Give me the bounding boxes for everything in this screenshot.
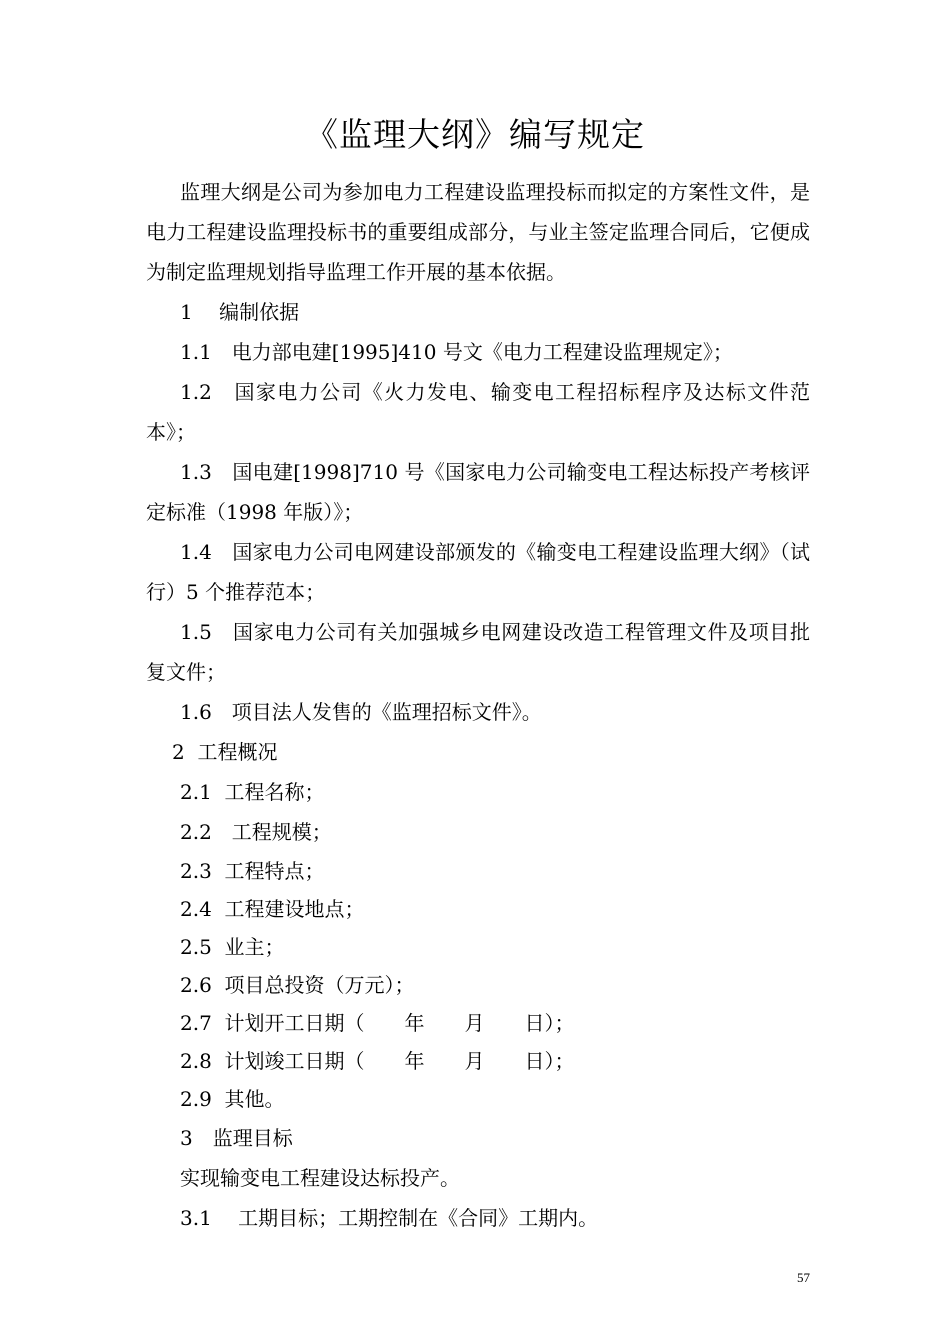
item-2-3: 2.3 工程特点； — [180, 859, 325, 883]
item-2-4: 2.4 工程建设地点； — [180, 897, 365, 921]
item-2-2: 2.2 工程规模； — [180, 820, 332, 844]
item-1-5: 1.5 国家电力公司有关加强城乡电网建设改造工程管理文件及项目批复文件； — [146, 620, 810, 684]
section-1-heading: 1 编制依据 — [180, 300, 300, 324]
page-number: 57 — [797, 1270, 810, 1285]
document-title: 《监理大纲》编写规定 — [305, 115, 645, 154]
item-2-1: 2.1 工程名称； — [180, 780, 325, 804]
section-2-heading: 2 工程概况 — [172, 740, 278, 764]
item-1-3: 1.3 国电建[1998]710 号《国家电力公司输变电工程达标投产考核评定标准（1998 年版）》； — [146, 460, 810, 524]
item-2-7: 2.7 计划开工日期（ 年 月 日）； — [180, 1011, 575, 1035]
item-1-6: 1.6 项目法人发售的《监理招标文件》。 — [180, 700, 542, 724]
section-3-heading: 3 监理目标 — [180, 1126, 293, 1150]
item-3-1: 3.1 工期目标；工期控制在《合同》工期内。 — [180, 1206, 599, 1230]
section-3-text: 实现输变电工程建设达标投产。 — [180, 1166, 460, 1190]
intro-paragraph: 监理大纲是公司为参加电力工程建设监理投标而拟定的方案性文件，是电力工程建设监理投标书的重要组成部分，与业主签定监理合同后，它便成为制定监理规划指导监理工作开展的基本依据。 — [146, 180, 810, 284]
item-1-1: 1.1 电力部电建[1995]410 号文《电力工程建设监理规定》； — [180, 340, 733, 364]
item-2-5: 2.5 业主； — [180, 935, 285, 959]
item-1-2: 1.2 国家电力公司《火力发电、输变电工程招标程序及达标文件范本》； — [146, 380, 810, 444]
item-2-8: 2.8 计划竣工日期（ 年 月 日）； — [180, 1049, 575, 1073]
item-2-6: 2.6 项目总投资（万元）； — [180, 973, 415, 997]
document-body — [146, 172, 810, 1238]
item-1-4: 1.4 国家电力公司电网建设部颁发的《输变电工程建设监理大纲》（试行）5 个推荐范本； — [146, 540, 810, 604]
item-2-9: 2.9 其他。 — [180, 1087, 285, 1111]
